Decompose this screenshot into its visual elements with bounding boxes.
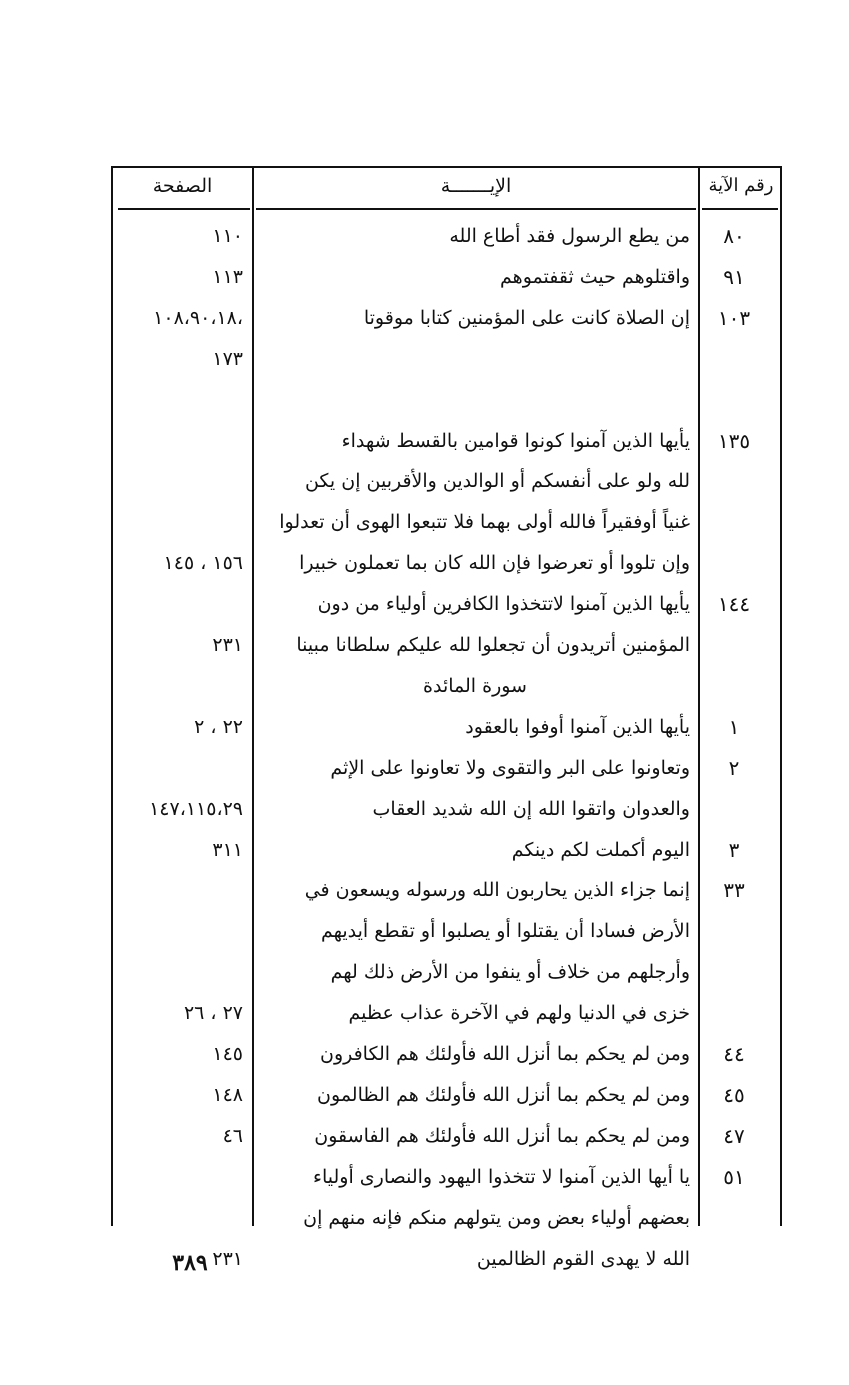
verse-text-cell: واقتلوهم حيث ثقفتموهم — [500, 265, 690, 288]
verse-number-cell — [702, 339, 766, 379]
page-ref-cell: ٣١١ — [212, 838, 243, 861]
page-ref-cell — [113, 1157, 247, 1197]
page-ref-cell — [113, 748, 247, 788]
header-verse-number: رقم الآية — [708, 175, 774, 196]
page-ref-cell: ٢٣١ — [212, 634, 243, 656]
verse-number-cell — [702, 952, 766, 992]
verse-text-cell: بعضهم أولياء بعض ومن يتولهم منكم فإنه منهم إن — [303, 1206, 690, 1229]
table-row — [0, 748, 849, 788]
table-row — [0, 1116, 849, 1156]
verse-text-cell: الله لا يهدى القوم الظالمين — [476, 1247, 690, 1270]
verse-text-cell — [260, 339, 690, 379]
header-underline-verse — [256, 208, 696, 210]
table-row — [0, 1239, 849, 1279]
table-row — [0, 298, 849, 338]
verse-text-cell: يأيها الذين آمنوا كونوا قوامين بالقسط شهداء — [341, 429, 690, 452]
verse-text-cell: وأرجلهم من خلاف أو ينفوا من الأرض ذلك لهم — [330, 961, 690, 984]
page-ref-cell: ١١٣ — [212, 265, 243, 288]
table-row — [0, 1075, 849, 1115]
page-ref-cell: ٢٧ ، ٢٦ — [183, 1002, 243, 1025]
verse-number-cell: ١٠٣ — [717, 305, 751, 330]
verse-text-cell: إن الصلاة كانت على المؤمنين كتابا موقوتا — [363, 306, 690, 329]
page-ref-cell: ١٥٦ ، ١٤٥ — [163, 552, 243, 575]
verse-number-cell: ١٣٥ — [717, 428, 751, 453]
page-number: ٣٨٩ — [172, 1250, 208, 1276]
verse-number-cell: ١ — [728, 714, 740, 739]
page-ref-cell — [113, 1198, 247, 1238]
verse-number-cell: ٨٠ — [723, 224, 745, 248]
verse-text-cell: ومن لم يحكم بما أنزل الله فأولئك هم الظالمون — [317, 1083, 690, 1106]
page-ref-cell: ٢٢ ، ٢ — [194, 715, 243, 738]
page-ref-cell — [113, 502, 247, 542]
page-ref-cell — [113, 952, 247, 992]
table-row — [0, 1198, 849, 1238]
verse-text-cell: الأرض فسادا أن يقتلوا أو يصلبوا أو تقطع أيديهم — [320, 920, 690, 943]
verse-text-cell: من يطع الرسول فقد أطاع الله — [449, 225, 690, 247]
table-row — [0, 339, 849, 379]
verse-number-cell — [702, 380, 766, 420]
verse-number-cell — [702, 543, 766, 583]
table-row — [0, 911, 849, 951]
header-underline-page — [118, 208, 250, 210]
verse-text-cell: خزى في الدنيا ولهم في الآخرة عذاب عظيم — [348, 1002, 690, 1025]
table-row — [0, 993, 849, 1033]
header-page: الصفحة — [152, 175, 213, 197]
page-ref-cell — [113, 421, 247, 461]
verse-text-cell — [260, 380, 690, 420]
verse-text-cell: وتعاونوا على البر والتقوى ولا تعاونوا على الإثم — [330, 756, 690, 779]
page-ref-cell — [113, 584, 247, 624]
header-verse: الإيـــــــة — [440, 175, 512, 197]
header-underline-number — [702, 208, 778, 210]
verse-text-cell: ومن لم يحكم بما أنزل الله فأولئك هم الكافرون — [319, 1043, 690, 1065]
verse-number-cell: ٤٧ — [723, 1123, 745, 1148]
page-ref-cell: ١٤٧،١١٥،٢٩ — [149, 797, 243, 820]
verse-text-cell: إنما جزاء الذين يحاربون الله ورسوله ويسعون في — [304, 879, 690, 902]
table-row — [0, 584, 849, 624]
verse-number-cell — [702, 789, 766, 829]
verse-number-cell — [702, 502, 766, 542]
page-ref-cell: ١٧٣ — [212, 347, 243, 370]
table-row — [0, 707, 849, 747]
verse-text-cell: يا أيها الذين آمنوا لا تتخذوا اليهود والنصارى أولياء — [313, 1165, 690, 1188]
page-ref-cell: ٢٣١ — [212, 1247, 243, 1270]
verse-number-cell: ٥١ — [723, 1164, 745, 1189]
page-ref-cell — [113, 666, 247, 706]
table-row — [0, 257, 849, 297]
table-row — [0, 216, 849, 256]
table-row — [0, 952, 849, 992]
verse-text-cell: ومن لم يحكم بما أنزل الله فأولئك هم الفاسقون — [314, 1124, 690, 1147]
verse-text-cell: غنياً أوفقيراً فالله أولى بهما فلا تتبعوا الهوى أن تعدلوا — [279, 511, 690, 534]
verse-text-cell: يأيها الذين آمنوا لاتتخذوا الكافرين أولياء من دون — [317, 593, 690, 616]
page-ref-cell — [113, 870, 247, 910]
table-row — [0, 1034, 849, 1074]
table-row — [0, 625, 849, 665]
verse-number-cell — [702, 911, 766, 951]
page-ref-cell: ١٤٨ — [212, 1083, 243, 1106]
verse-text-cell: والعدوان واتقوا الله إن الله شديد العقاب — [372, 797, 690, 820]
table-row — [0, 1157, 849, 1197]
table-top-border — [111, 166, 782, 168]
verse-number-cell — [702, 1198, 766, 1238]
page-ref-cell: ١٤٥ — [212, 1043, 243, 1065]
table-row — [0, 666, 849, 706]
page-ref-cell: ٤٦ — [222, 1124, 243, 1147]
verse-number-cell: ٤٤ — [723, 1042, 745, 1066]
table-row — [0, 421, 849, 461]
verse-number-cell — [702, 1239, 766, 1279]
verse-number-cell: ١٤٤ — [717, 592, 751, 617]
verse-number-cell — [702, 666, 766, 706]
table-row — [0, 461, 849, 501]
verse-text-cell: يأيها الذين آمنوا أوفوا بالعقود — [465, 715, 690, 738]
verse-number-cell — [702, 625, 766, 665]
page-ref-cell: ،١٠٨،٩٠،١٨ — [153, 306, 243, 329]
verse-number-cell: ٩١ — [723, 264, 745, 289]
page-ref-cell — [113, 461, 247, 501]
verse-number-cell: ٢ — [728, 755, 740, 780]
verse-text-cell: المؤمنين أتريدون أن تجعلوا لله عليكم سلطانا مبينا — [296, 634, 690, 656]
table-row — [0, 870, 849, 910]
verse-text-cell: لله ولو على أنفسكم أو الوالدين والأقربين إن يكن — [304, 470, 690, 493]
table-row — [0, 543, 849, 583]
page-ref-cell — [113, 911, 247, 951]
verse-number-cell — [702, 461, 766, 501]
verse-text-cell: اليوم أكملت لكم دينكم — [511, 838, 690, 861]
table-row — [0, 789, 849, 829]
verse-number-cell: ٤٥ — [723, 1082, 745, 1107]
verse-number-cell: ٣٣ — [723, 878, 745, 903]
table-row — [0, 502, 849, 542]
surah-heading: سورة المائدة — [423, 674, 527, 697]
verse-text-cell: وإن تلووا أو تعرضوا فإن الله كان بما تعملون خبيرا — [299, 552, 690, 575]
page-ref-cell — [113, 380, 247, 420]
verse-number-cell: ٣ — [728, 837, 740, 862]
table-row — [0, 830, 849, 870]
table-row — [0, 380, 849, 420]
page-ref-cell: ١١٠ — [212, 225, 243, 247]
verse-number-cell — [702, 993, 766, 1033]
